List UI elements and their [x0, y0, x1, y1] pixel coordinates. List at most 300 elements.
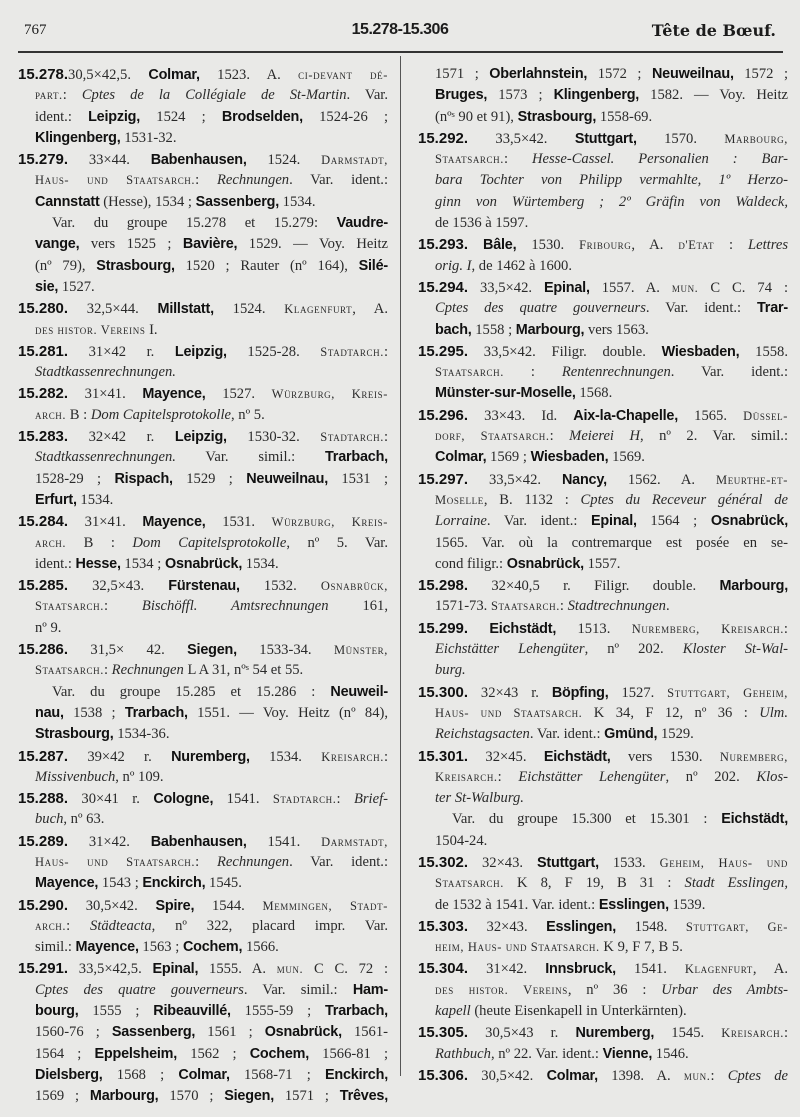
entry-range: 15.278-15.306: [351, 21, 449, 38]
text-run: , nº 202.: [584, 641, 683, 658]
text-run: 1558 ;: [471, 321, 516, 338]
archive-title: kapell: [435, 1003, 471, 1020]
entry-number: 15.278.: [18, 66, 69, 83]
text-line: [418, 618, 788, 639]
archive-location: des histor. Vereins: [435, 982, 568, 997]
text-run: 1534-36.: [113, 726, 170, 743]
entry-number: 15.294.: [418, 278, 469, 296]
place-name: Epinal,: [591, 513, 637, 530]
text-line: [418, 341, 788, 362]
archive-location: Geheim, Haus- und: [659, 855, 788, 870]
text-run: 33×43. Id.: [468, 407, 574, 424]
text-run: 1531 ;: [328, 470, 388, 487]
place-name: Böpfing,: [551, 684, 609, 701]
place-name: Neuweil-: [330, 683, 388, 700]
text-run: vers 1525 ;: [79, 236, 183, 253]
place-name: Trarbach,: [124, 704, 188, 721]
text-run: 1534.: [242, 555, 279, 572]
text-run: :: [383, 748, 388, 765]
text-run: B :: [66, 406, 91, 423]
place-name: Marbourg,: [89, 1088, 159, 1105]
text-line: [418, 767, 788, 788]
text-run: I.: [145, 321, 158, 338]
archive-location: Stuttgart, Geheim,: [667, 685, 788, 700]
text-run: 1570 ;: [158, 1088, 225, 1105]
text-run: 32×45.: [468, 748, 544, 765]
text-line: [418, 788, 788, 809]
text-line: [18, 618, 388, 639]
place-name: Trêves,: [339, 1088, 388, 1105]
text-run: B :: [66, 534, 133, 551]
place-name: Klingenberg,: [553, 87, 640, 104]
entry-number: 15.304.: [418, 960, 469, 978]
entry-number: 15.283.: [18, 428, 69, 446]
archive-title: Lettres: [748, 237, 789, 254]
text-line: [18, 405, 388, 426]
text-run: 33,5×42,5.: [68, 961, 153, 978]
text-line: [18, 767, 388, 788]
text-run: 30,5×42.: [68, 897, 156, 914]
archive-location: arch.: [35, 535, 67, 550]
text-run: 1532.: [239, 578, 321, 595]
entry-number: 15.281.: [18, 342, 69, 360]
text-line: [418, 575, 788, 596]
text-line: [18, 788, 388, 809]
text-run: :: [559, 598, 568, 615]
text-run: :: [103, 598, 142, 615]
text-line: [18, 426, 388, 447]
archive-title: Brief-: [353, 791, 388, 808]
archive-location: Staatsarch.: [35, 599, 104, 614]
place-name: Münster-sur-Moselle,: [435, 385, 576, 402]
text-run: 1573 ;: [487, 87, 554, 104]
archive-location: part.: [35, 88, 63, 103]
text-run: 1534.: [76, 491, 114, 508]
archive-location: d'Etat: [678, 238, 715, 253]
text-run: 1531-32.: [120, 129, 177, 146]
text-run: . Var.: [346, 87, 389, 104]
text-run: 1558-69.: [596, 108, 653, 125]
text-run: :: [383, 429, 388, 446]
place-name: Esslingen,: [546, 918, 617, 935]
entry-number: 15.305.: [418, 1024, 469, 1042]
place-name: Wiesbaden,: [530, 449, 609, 466]
text-run: 1530-32.: [226, 429, 321, 446]
text-line: [18, 128, 388, 149]
entry-number: 15.299.: [418, 619, 469, 637]
text-run: 1571 ;: [274, 1088, 340, 1105]
entry-number: 15.301.: [418, 747, 469, 765]
text-run: vers 1563.: [584, 321, 649, 338]
archive-title: Rechnungen: [111, 662, 184, 679]
place-name: Strasbourg,: [96, 257, 175, 274]
place-name: Bâle,: [483, 237, 517, 254]
text-line: [418, 170, 788, 191]
place-name: Trarbach,: [325, 449, 388, 466]
text-run: L A 31, nºˢ 54 et 55.: [183, 662, 304, 679]
text-line: [418, 298, 788, 319]
text-run: 1568-71 ;: [229, 1066, 325, 1083]
archive-title: Eichstätter Lehengüter: [435, 641, 585, 658]
entry-number: 15.280.: [18, 300, 69, 318]
text-run: . Var. ident.:: [289, 172, 389, 189]
place-name: nau,: [35, 704, 64, 721]
archive-location: Haus- und Staatsarch.: [35, 173, 196, 188]
archive-title: Hesse-Cassel. Personalien : Bar-: [531, 151, 788, 168]
text-run: :: [383, 343, 388, 360]
place-name: Leipzig,: [174, 429, 227, 446]
text-run: K 34, F 12, nº 36 :: [582, 704, 760, 721]
text-line: [418, 958, 788, 979]
text-run: 1572 ;: [733, 66, 788, 82]
text-line: [418, 405, 788, 426]
archive-location: Darmstadt,: [321, 834, 388, 849]
entry-number: 15.285.: [18, 577, 69, 595]
archive-location: mun.: [683, 1068, 711, 1083]
right-column: [418, 64, 788, 1086]
text-run: :: [336, 791, 354, 808]
place-name: sie,: [35, 278, 59, 295]
text-line: [18, 277, 388, 298]
text-line: [18, 554, 388, 575]
place-name: Dielsberg,: [35, 1066, 103, 1083]
entry-number: 15.282.: [18, 385, 69, 403]
place-name: Enckirch,: [142, 875, 206, 892]
place-name: Stuttgart,: [574, 130, 637, 147]
text-run: , A.: [631, 237, 679, 254]
archive-title: orig. I: [435, 257, 472, 274]
text-run: , nº 36 :: [567, 981, 662, 998]
text-run: Var. du groupe 15.285 et 15.286 :: [52, 683, 331, 700]
archive-title: Cptes de: [727, 1067, 789, 1084]
archive-location: Stadtarch.: [320, 344, 384, 359]
page-header: [0, 0, 800, 50]
place-name: Neuweilnau,: [246, 470, 328, 487]
text-line: [18, 980, 388, 1001]
archive-title: Klos-: [756, 768, 788, 785]
text-run: Var. du groupe 15.300 et 15.301 :: [452, 811, 722, 828]
text-line: [418, 596, 788, 617]
text-line: [418, 469, 788, 490]
entry-number: 15.284.: [18, 513, 69, 531]
archive-location: Haus- und Staatsarch.: [435, 705, 583, 720]
text-line: [18, 341, 388, 362]
place-name: Innsbruck,: [545, 961, 616, 978]
place-name: Ribeauvillé,: [153, 1003, 231, 1020]
place-name: Siegen,: [224, 1088, 275, 1105]
text-line: [418, 809, 788, 830]
text-line: [18, 1022, 388, 1043]
text-run: 1529 ;: [172, 470, 247, 487]
archive-location: ci-devant dé-: [298, 68, 388, 82]
text-run: , de 1462 à 1600.: [471, 257, 573, 274]
archive-location: Stadtarch.: [320, 430, 384, 445]
text-run: 1541.: [615, 961, 685, 978]
place-name: Eichstädt,: [489, 620, 557, 637]
text-line: [18, 490, 388, 511]
text-run: . Var. ident.:: [486, 513, 592, 530]
text-run: :: [783, 620, 788, 637]
place-name: Mayence,: [35, 875, 99, 892]
place-name: Erfurt,: [35, 491, 77, 508]
text-line: [418, 1022, 788, 1043]
archive-title: Cptes du Receveur général de: [580, 491, 789, 508]
entry-number: 15.298.: [418, 577, 469, 595]
text-line: [18, 447, 388, 468]
text-line: [418, 1001, 788, 1022]
place-name: Neuweilnau,: [651, 66, 734, 82]
place-name: Millstatt,: [157, 301, 214, 318]
archive-title: Stadtkassenrechnungen.: [35, 449, 176, 466]
text-line: [418, 831, 788, 852]
archive-location: mun.: [276, 962, 304, 977]
text-run: 1538 ;: [63, 704, 125, 721]
text-run: 33,5×42.: [468, 279, 544, 296]
place-name: Oberlahnstein,: [489, 66, 588, 82]
place-name: Colmar,: [148, 67, 200, 83]
place-name: Stuttgart,: [536, 854, 599, 871]
place-name: Wiesbaden,: [661, 343, 740, 360]
archive-location: Memmingen, Stadt-: [262, 898, 388, 913]
text-run: 31×41.: [68, 514, 143, 531]
text-run: 1562 ;: [177, 1045, 250, 1062]
archive-title: buch: [35, 811, 64, 828]
text-run: Var. du groupe 15.278 et 15.279:: [52, 215, 337, 232]
text-line: [18, 852, 388, 873]
text-line: [18, 298, 388, 319]
text-run: 32,5×44.: [68, 301, 158, 318]
text-run: (nº 79),: [35, 257, 97, 274]
archive-title: Städteacta: [90, 917, 152, 934]
text-line: [418, 511, 788, 532]
text-run: 1565.: [678, 407, 744, 424]
text-run: 30×41 r.: [68, 791, 154, 808]
text-line: [418, 64, 788, 85]
text-run: . Var. ident.:: [529, 726, 605, 743]
text-run: 31×42.: [468, 961, 546, 978]
archive-location: Münster,: [333, 643, 388, 658]
text-run: [468, 237, 483, 253]
archive-title: Urbar des Ambts-: [661, 981, 789, 998]
text-run: 1533-34.: [236, 642, 334, 659]
text-run: 1568 ;: [102, 1066, 179, 1083]
text-line: [418, 533, 788, 554]
entry-number: 15.286.: [18, 641, 69, 659]
place-name: Siegen,: [187, 642, 237, 659]
entry-number: 15.279.: [18, 151, 69, 169]
text-run: :: [195, 172, 217, 189]
archive-title: Rentenrechnungen: [561, 364, 671, 381]
text-line: [418, 277, 788, 298]
text-line: [418, 362, 788, 383]
text-run: 33,5×42.: [468, 471, 562, 488]
place-name: Fürstenau,: [168, 578, 240, 595]
text-line: [18, 64, 388, 85]
text-run: . Var. ident.:: [289, 853, 389, 870]
place-name: bourg,: [35, 1003, 79, 1020]
text-run: 31×42 r.: [68, 343, 175, 360]
text-run: 1561-: [341, 1024, 388, 1041]
text-run: 1571-73.: [435, 598, 491, 615]
text-run: . Var. simil.:: [243, 981, 353, 998]
archive-location: Marbourg,: [724, 131, 788, 146]
text-run: 1528-29 ;: [35, 470, 115, 487]
place-name: Trar-: [757, 300, 788, 317]
text-run: 1533.: [598, 854, 660, 871]
text-run: 1513.: [556, 620, 632, 637]
entry-number: 15.290.: [18, 896, 69, 914]
archive-location: Kreisarch.: [721, 1026, 784, 1041]
archive-title: Bischöffl. Amtsrechnungen: [141, 598, 329, 615]
entry-number: 15.287.: [18, 747, 69, 765]
text-run: 33×44.: [68, 152, 151, 169]
place-name: Osnabrück,: [506, 555, 584, 572]
archive-location: Klagenfurt: [284, 302, 353, 317]
text-line: [418, 895, 788, 916]
text-run: 1569.: [608, 449, 645, 466]
text-line: [418, 1044, 788, 1065]
text-run: :: [195, 853, 217, 870]
text-run: 1555-59 ;: [230, 1003, 325, 1020]
place-name: Epinal,: [543, 279, 590, 296]
text-run: 31,5× 42.: [68, 642, 188, 659]
text-line: [18, 149, 388, 170]
text-line: [18, 107, 388, 128]
place-name: Nuremberg,: [575, 1025, 655, 1042]
place-name: Strasbourg,: [35, 726, 114, 743]
place-name: Leipzig,: [88, 108, 141, 125]
text-run: 1541.: [213, 791, 273, 808]
text-line: [18, 256, 388, 277]
text-run: vers 1530.: [610, 748, 720, 765]
text-run: 1524 ;: [140, 108, 222, 125]
text-run: , nº 109.: [115, 768, 164, 785]
text-run: 1564 ;: [35, 1045, 95, 1062]
archive-location: Staatsarch.: [435, 876, 504, 891]
text-run: 32,5×43.: [68, 578, 169, 595]
entry-number: 15.288.: [18, 790, 69, 808]
page-number: 767: [24, 22, 47, 38]
place-name: Cologne,: [153, 791, 214, 808]
text-run: 32×43.: [468, 918, 547, 935]
text-line: [18, 660, 388, 681]
text-run: , A.: [752, 961, 788, 978]
archive-title: Missivenbuch: [35, 768, 116, 785]
place-name: Babenhausen,: [150, 833, 247, 850]
archive-location: Meurthe-et-: [716, 472, 788, 487]
entry-number: 15.303.: [418, 917, 469, 935]
archive-location: Haus- und Staatsarch.: [35, 854, 196, 869]
text-line: [18, 703, 388, 724]
text-run: . Var. ident.:: [645, 300, 757, 317]
entry-number: 15.296.: [418, 406, 469, 424]
text-run: (heute Eisenkapell in Unterkärnten).: [470, 1003, 687, 1020]
text-run: , B. 1132 :: [483, 491, 581, 508]
text-line: [418, 639, 788, 660]
place-name: Brodselden,: [221, 108, 303, 125]
text-run: 1561 ;: [195, 1024, 265, 1041]
text-line: [18, 213, 388, 234]
column-divider: [400, 56, 401, 1076]
text-run: 1545.: [654, 1025, 722, 1042]
text-run: , nº 322, placard impr. Var.: [151, 917, 388, 934]
entry-number: 15.291.: [18, 960, 69, 978]
text-run: 32×42 r.: [68, 429, 175, 446]
text-line: [18, 362, 388, 383]
place-name: Rispach,: [114, 470, 173, 487]
archive-title: Ulm.: [759, 704, 788, 721]
archive-location: Staatsarch.: [435, 365, 504, 380]
text-run: 1529.: [657, 726, 694, 743]
text-run: 1541.: [246, 833, 322, 850]
text-run: 33,5×42. Filigr. double.: [468, 343, 662, 360]
archive-location: des histor. Vereins: [35, 322, 146, 337]
archive-title: bara Tochter von Philipp vermahlte, 1º Herzo-: [435, 172, 788, 189]
text-run: :: [503, 364, 562, 381]
text-run: 1560-76 ;: [35, 1024, 112, 1041]
archive-location: Staatsarch.: [490, 599, 560, 614]
text-run: 1534.: [279, 193, 316, 210]
archive-location: Stuttgart, Ge-: [685, 919, 788, 934]
archive-location: Darmstadt,: [321, 153, 388, 168]
place-name: Osnabrück,: [710, 513, 788, 530]
text-line: [18, 1044, 388, 1065]
text-line: [18, 746, 388, 767]
place-name: Vaudre-: [336, 215, 388, 232]
archive-title: Cptes des quatre gouverneurs: [35, 981, 244, 998]
archive-title: Cptes des quatre gouverneurs: [435, 300, 646, 317]
text-run: 1570.: [636, 130, 725, 147]
text-run: 161,: [328, 598, 389, 615]
place-name: Spire,: [155, 897, 195, 914]
text-run: 1504-24.: [435, 832, 488, 849]
place-name: Hesse,: [75, 555, 121, 572]
text-line: [18, 192, 388, 213]
archive-title: Kloster St-Wal-: [682, 641, 788, 658]
text-line: [418, 703, 788, 724]
text-run: 1524.: [246, 152, 322, 169]
text-run: de 1536 à 1597.: [435, 215, 529, 232]
text-line: [418, 916, 788, 937]
text-line: [18, 85, 388, 106]
text-line: [418, 149, 788, 170]
archive-location: Düssel-: [743, 408, 788, 423]
text-line: [418, 1065, 788, 1086]
archive-location: mun.: [671, 280, 699, 295]
text-run: K 9, F 7, B 5.: [599, 939, 683, 956]
place-name: vange,: [35, 236, 80, 253]
text-line: [418, 213, 788, 234]
text-run: , A.: [352, 301, 388, 318]
archive-title: Dom Capitelsprotokolle: [90, 406, 231, 423]
text-run: C C. 72 :: [303, 961, 388, 978]
text-run: :: [497, 768, 519, 785]
text-run: 1571 ;: [435, 66, 490, 82]
place-name: Bruges,: [435, 87, 488, 104]
text-run: 1564 ;: [636, 513, 711, 530]
place-name: Osnabrück,: [164, 555, 243, 572]
text-run: 1558.: [739, 343, 788, 360]
text-line: [418, 426, 788, 447]
archive-location: arch.: [35, 407, 67, 422]
text-run: . Var. ident.:: [670, 364, 788, 381]
text-run: , nº 5.: [231, 406, 265, 423]
archive-location: Würzburg, Kreis-: [271, 387, 388, 402]
text-run: 1527.: [205, 386, 272, 403]
text-line: [418, 660, 788, 681]
text-run: 1523. A.: [199, 67, 299, 83]
text-run: C C. 74 :: [698, 279, 789, 296]
